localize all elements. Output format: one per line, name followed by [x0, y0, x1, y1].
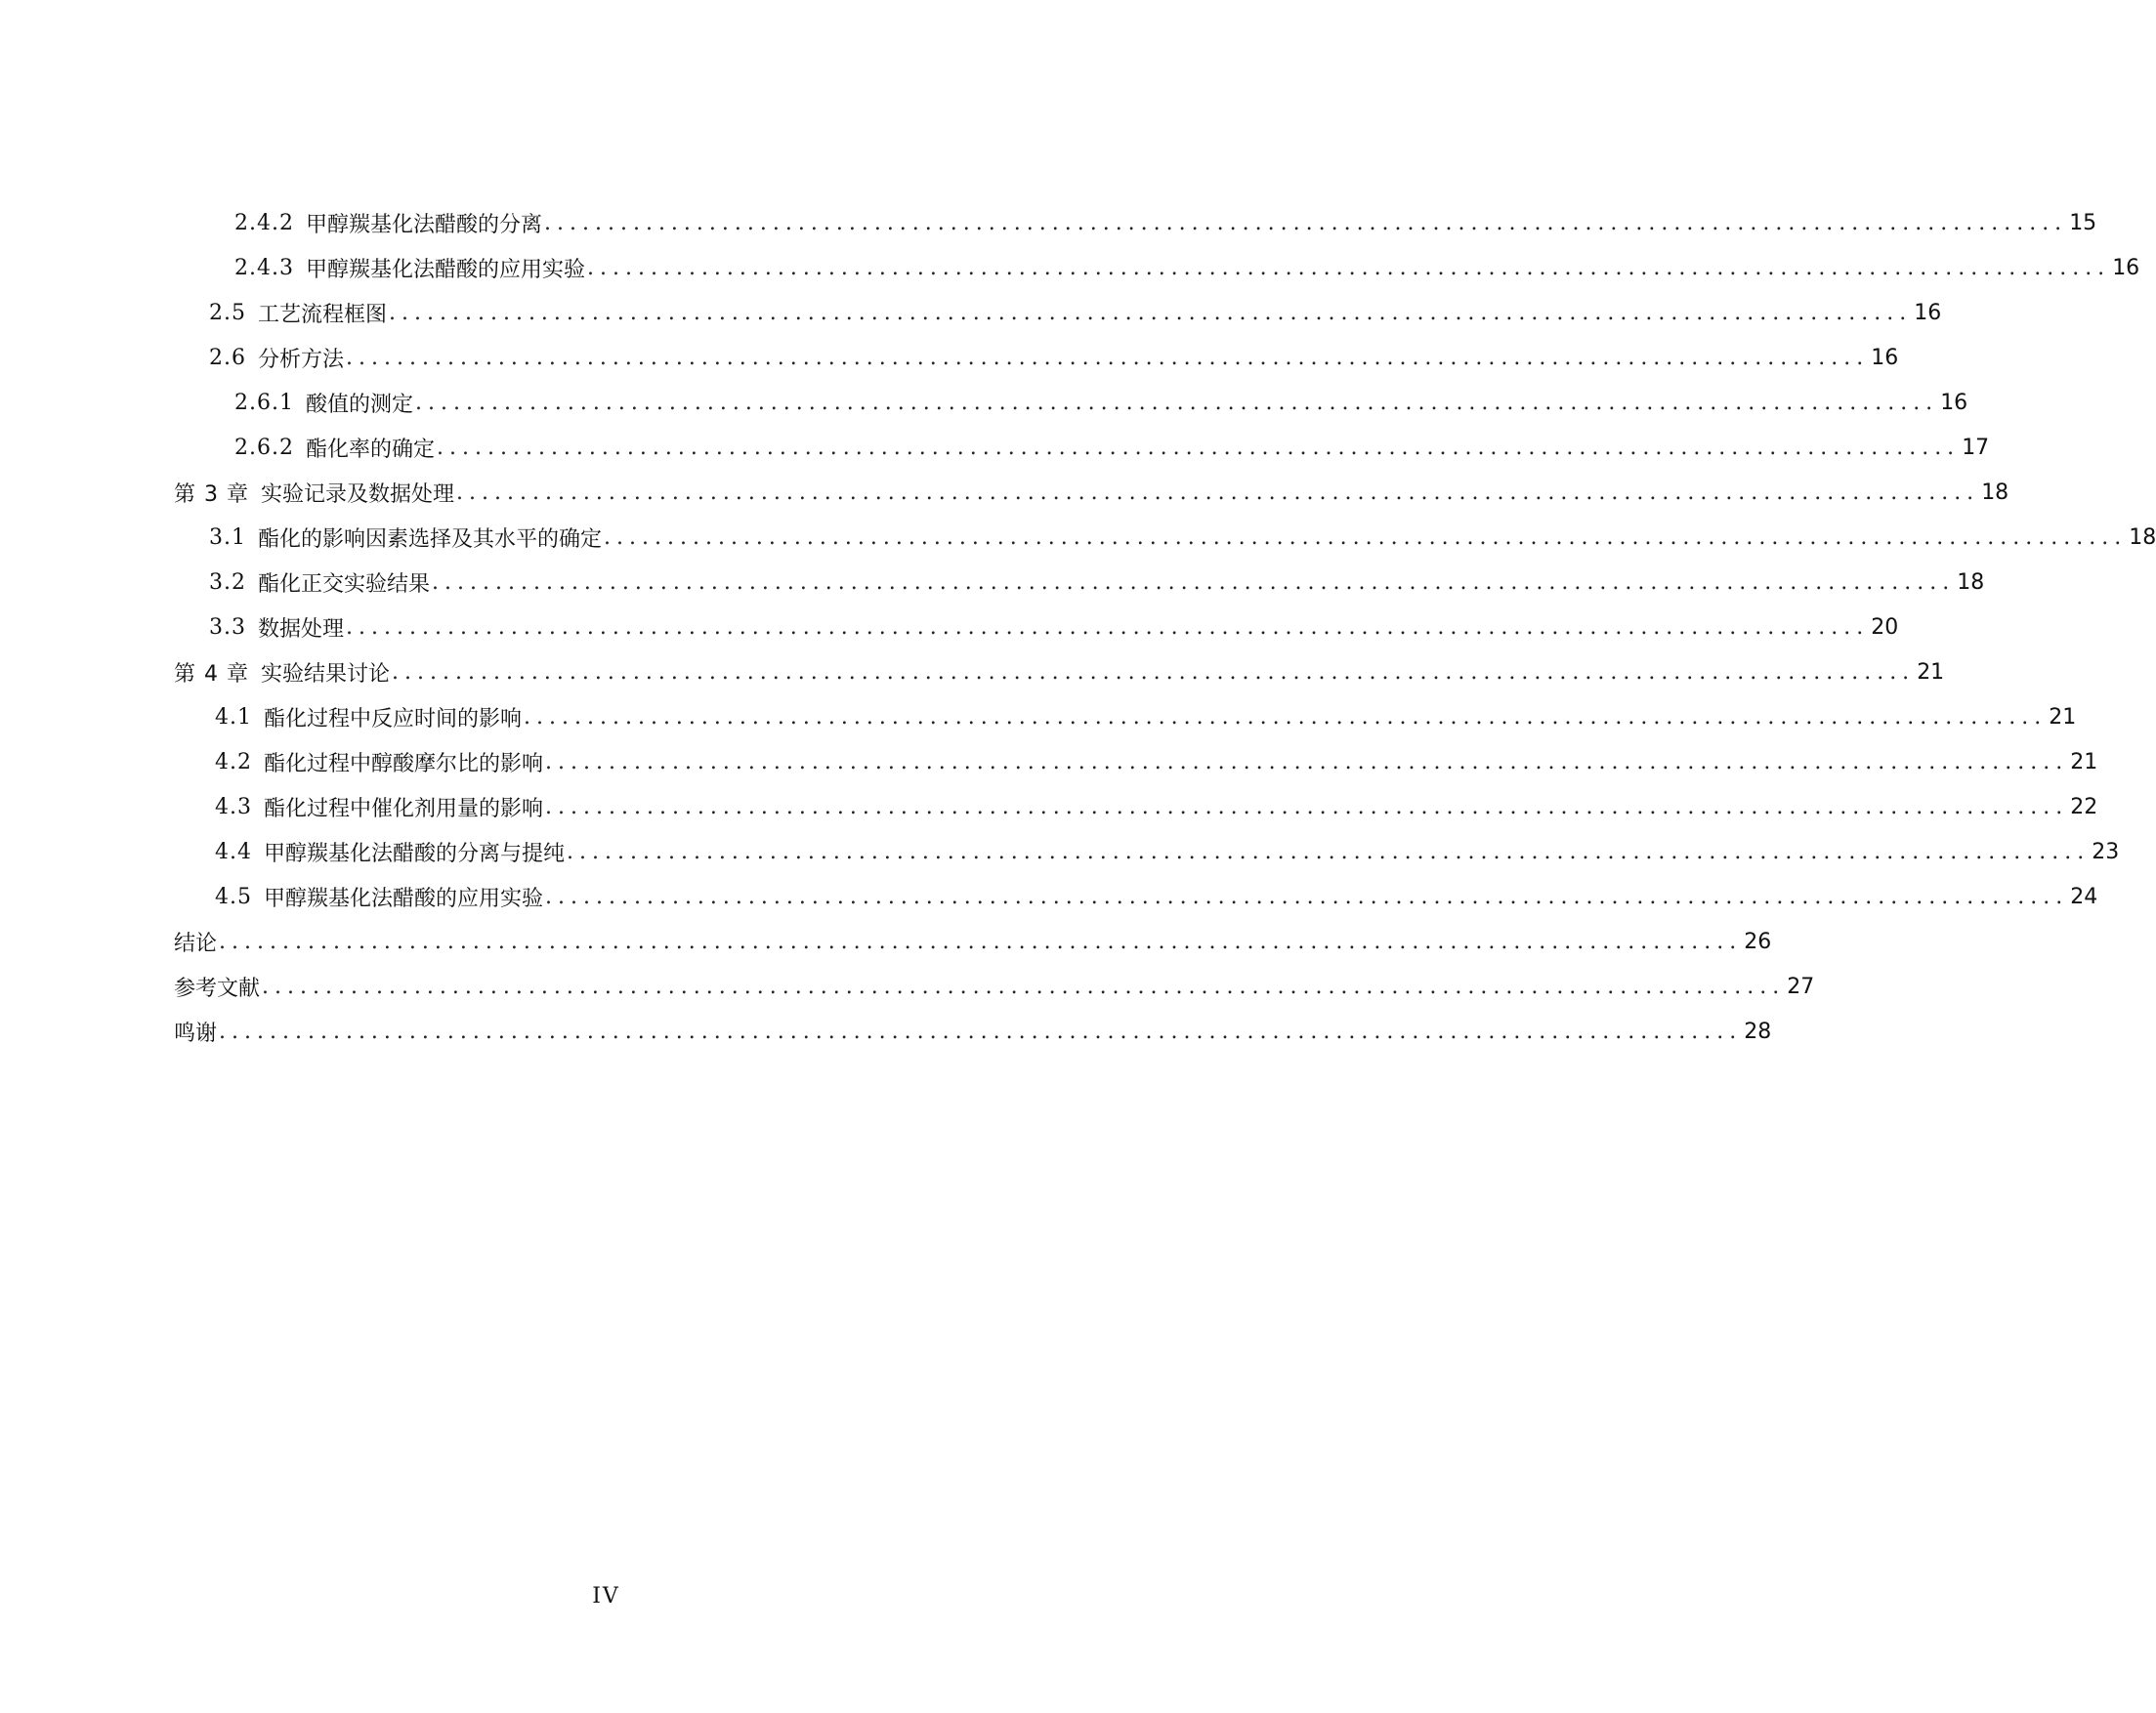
toc-entry-number: 2.4.2	[234, 210, 294, 235]
toc-entry-title: 酸值的测定	[305, 392, 413, 417]
toc-entry-page: 18	[1981, 480, 2009, 505]
dot-leader: ........................................................................................................................	[415, 390, 1939, 415]
dot-leader: ........................................................................................................................	[389, 300, 1913, 325]
toc-entry-4-5[interactable]	[174, 874, 2098, 919]
dot-leader: ........................................................................................................................	[567, 839, 2091, 864]
toc-entry-4-1[interactable]	[174, 694, 2077, 739]
toc-entry-number: 4.5	[215, 884, 252, 909]
toc-entry-page: 22	[2070, 794, 2098, 819]
table-of-contents	[174, 200, 2156, 1054]
dot-leader: ........................................................................................................................	[432, 569, 1956, 595]
toc-entry-page: 16	[1914, 300, 1942, 325]
toc-entry-number: 3.1	[209, 524, 246, 550]
toc-entry-page: 21	[2070, 749, 2098, 774]
toc-entry-conclusion[interactable]	[174, 919, 1772, 964]
toc-entry-number: 4.1	[215, 704, 252, 730]
dot-leader: ........................................................................................................................	[545, 749, 2069, 774]
toc-entry-title: 酯化过程中催化剂用量的影响	[264, 796, 544, 821]
toc-entry-4-4[interactable]	[174, 829, 2120, 874]
toc-entry-title: 甲醇羰基化法醋酸的应用实验	[264, 886, 544, 911]
toc-entry-2-4-3[interactable]	[174, 245, 2140, 290]
toc-entry-page: 20	[1871, 614, 1899, 640]
toc-entry-acknowledgements[interactable]	[174, 1009, 1772, 1054]
toc-entry-references[interactable]	[174, 964, 1815, 1009]
toc-entry-title: 结论	[174, 931, 218, 956]
toc-entry-page: 26	[1744, 929, 1772, 954]
dot-leader: ........................................................................................................................	[587, 255, 2111, 280]
toc-entry-title: 酯化正交实验结果	[258, 571, 431, 597]
toc-entry-number: 第 4 章	[174, 661, 249, 687]
toc-entry-4-3[interactable]	[174, 784, 2098, 829]
dot-leader: ........................................................................................................................	[219, 1019, 1743, 1044]
dot-leader: ........................................................................................................................	[604, 524, 2128, 550]
toc-entry-title: 酯化过程中反应时间的影响	[264, 706, 523, 731]
toc-entry-number: 2.6	[209, 345, 246, 370]
toc-entry-number: 3.3	[209, 614, 246, 640]
toc-entry-title: 甲醇羰基化法醋酸的分离与提纯	[264, 841, 566, 866]
toc-entry-chapter-3[interactable]	[174, 470, 2009, 515]
toc-entry-number: 3.2	[209, 569, 246, 595]
toc-entry-page: 18	[2129, 524, 2156, 550]
dot-leader: ........................................................................................................................	[524, 704, 2048, 730]
toc-entry-number: 第 3 章	[174, 481, 249, 507]
dot-leader: ........................................................................................................................	[219, 929, 1743, 954]
dot-leader: ........................................................................................................................	[346, 345, 1870, 370]
toc-entry-page: 28	[1744, 1019, 1772, 1044]
toc-entry-number: 2.5	[209, 300, 246, 325]
dot-leader: ........................................................................................................................	[392, 659, 1916, 685]
toc-entry-page: 16	[2112, 255, 2140, 280]
toc-entry-3-3[interactable]	[174, 605, 1899, 649]
toc-entry-page: 18	[1957, 569, 1985, 595]
toc-entry-number: 2.6.1	[234, 390, 294, 415]
dot-leader: ........................................................................................................................	[545, 794, 2069, 819]
dot-leader: ........................................................................................................................	[545, 884, 2069, 909]
page-number: IV	[592, 1584, 620, 1609]
toc-entry-page: 16	[1940, 390, 1968, 415]
toc-entry-2-6-2[interactable]	[174, 425, 1990, 470]
toc-entry-page: 21	[1917, 659, 1945, 685]
toc-entry-page: 17	[1962, 435, 1990, 460]
toc-entry-2-6[interactable]	[174, 335, 1899, 380]
toc-entry-title: 工艺流程框图	[258, 302, 388, 327]
dot-leader: ........................................................................................................................	[262, 974, 1786, 999]
toc-entry-page: 21	[2049, 704, 2077, 730]
toc-entry-page: 15	[2069, 210, 2097, 235]
toc-entry-title: 实验结果讨论	[260, 661, 390, 687]
dot-leader: ........................................................................................................................	[437, 435, 1961, 460]
dot-leader: ........................................................................................................................	[456, 480, 1980, 505]
toc-entry-number: 4.3	[215, 794, 252, 819]
toc-entry-number: 2.4.3	[234, 255, 294, 280]
toc-entry-title: 甲醇羰基化法醋酸的应用实验	[305, 257, 585, 282]
toc-entry-title: 酯化过程中醇酸摩尔比的影响	[264, 751, 544, 776]
toc-entry-page: 27	[1787, 974, 1815, 999]
toc-entry-page: 23	[2092, 839, 2120, 864]
toc-entry-2-6-1[interactable]	[174, 380, 1968, 425]
toc-entry-title: 酯化率的确定	[305, 437, 435, 462]
toc-entry-title: 酯化的影响因素选择及其水平的确定	[258, 526, 603, 552]
toc-entry-number: 4.4	[215, 839, 252, 864]
toc-entry-2-4-2[interactable]	[174, 200, 2097, 245]
dot-leader: ........................................................................................................................	[544, 210, 2068, 235]
toc-entry-page: 24	[2070, 884, 2098, 909]
toc-entry-title: 鸣谢	[174, 1021, 218, 1046]
toc-entry-title: 参考文献	[174, 976, 261, 1001]
toc-entry-title: 数据处理	[258, 616, 345, 642]
toc-entry-3-2[interactable]	[174, 560, 1985, 605]
dot-leader: ........................................................................................................................	[346, 614, 1870, 640]
toc-entry-title: 实验记录及数据处理	[260, 481, 454, 507]
toc-entry-2-5[interactable]	[174, 290, 1942, 335]
toc-entry-number: 4.2	[215, 749, 252, 774]
toc-entry-number: 2.6.2	[234, 435, 294, 460]
toc-entry-chapter-4[interactable]	[174, 649, 1945, 694]
toc-entry-title: 分析方法	[258, 347, 345, 372]
toc-entry-title: 甲醇羰基化法醋酸的分离	[305, 212, 542, 237]
toc-entry-3-1[interactable]	[174, 515, 2156, 560]
toc-entry-4-2[interactable]	[174, 739, 2098, 784]
toc-entry-page: 16	[1871, 345, 1899, 370]
